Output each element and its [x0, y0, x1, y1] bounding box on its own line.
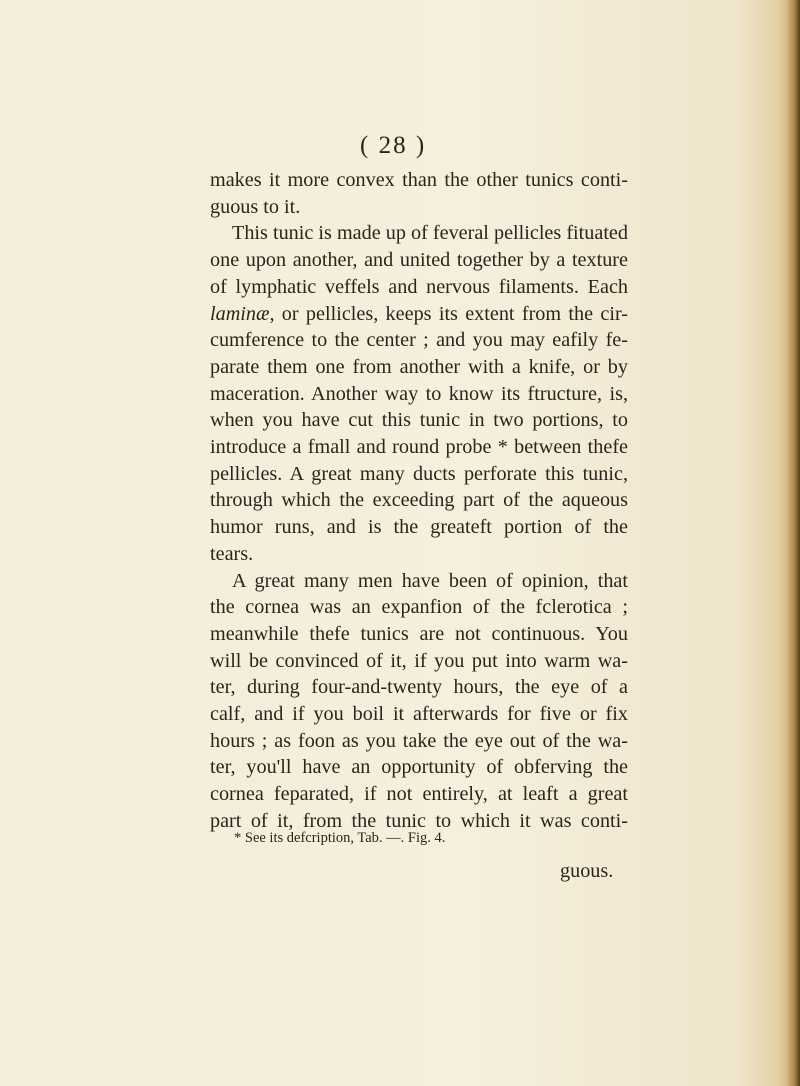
text-line: tears.	[210, 542, 254, 565]
text-line: pellicles. A great many ducts perforate this tunic,	[210, 462, 628, 485]
text-line: one upon another, and united together by a texture	[210, 249, 628, 272]
page-edge-shadow	[786, 0, 800, 1086]
text-line: cornea feparated, if not entirely, at leaft a great	[210, 783, 628, 806]
catchword: guous.	[560, 860, 614, 882]
text-line: makes it more convex than the other tunics conti-	[210, 169, 628, 191]
text-line: the cornea was an expanfion of the fclerotica ;	[210, 596, 628, 619]
text-line: meanwhile thefe tunics are not continuous. You	[210, 622, 628, 645]
footnote: * See its defcription, Tab. —. Fig. 4.	[234, 830, 446, 846]
text-line: cumference to the center ; and you may eafily fe-	[210, 329, 628, 352]
text-line: calf, and if you boil it afterwards for five or fix	[210, 703, 628, 726]
text-line: maceration. Another way to know its ftructure, is,	[210, 382, 628, 405]
text-line: through which the exceeding part of the aqueous	[210, 489, 628, 512]
text-line: introduce a fmall and round probe * between thefe	[210, 436, 628, 459]
text-line: guous to it.	[210, 195, 301, 218]
text-line: of lymphatic veffels and nervous filaments. Each	[210, 275, 628, 298]
italic-term: laminæ,	[210, 302, 275, 325]
text-line: parate them one from another with a knife, or by	[210, 355, 628, 378]
text-line: humor runs, and is the greateft portion of the	[210, 516, 628, 539]
text-line: part of it, from the tunic to which it was conti-	[210, 809, 628, 832]
page-number: ( 28 )	[360, 132, 427, 159]
body-text	[210, 167, 628, 835]
text-line	[210, 301, 628, 328]
line-text: or pellicles, keeps its extent from the cir-	[274, 302, 628, 325]
text-line: This tunic is made up of feveral pellicles fituated	[232, 222, 628, 245]
text-line: will be convinced of it, if you put into warm wa-	[210, 649, 628, 672]
text-line: ter, during four-and-twenty hours, the eye of a	[210, 676, 628, 699]
text-line: when you have cut this tunic in two portions, to	[210, 409, 628, 432]
text-line: A great many men have been of opinion, that	[232, 569, 628, 592]
text-line: hours ; as foon as you take the eye out of the wa-	[210, 729, 628, 752]
text-line: ter, you'll have an opportunity of obferving the	[210, 756, 628, 779]
